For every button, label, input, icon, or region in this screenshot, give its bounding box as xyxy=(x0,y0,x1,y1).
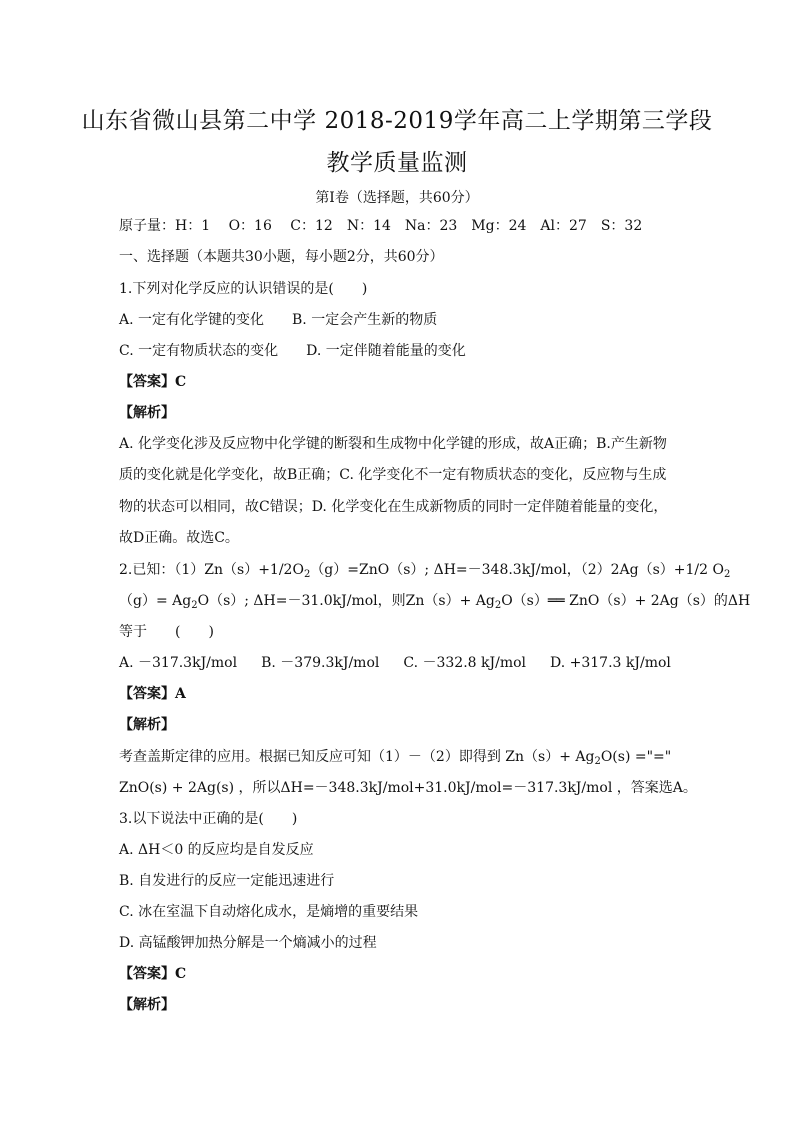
q2-option-a: A. －317.3kJ/mol xyxy=(119,655,238,671)
q2-stem-part: （g）=ZnO（s）; ΔH=－348.3kJ/mol，（2）2Ag（s）+1/2 O xyxy=(310,562,724,578)
q2-analysis-part: O(s) ="=" xyxy=(600,749,672,765)
section-heading: 一、选择题（本题共30小题，每小题2分，共60分） xyxy=(119,249,444,265)
q2-stem-part: 2.已知：（1）Zn（s）+1/2O xyxy=(119,562,304,578)
q1-option-c: C. 一定有物质状态的变化 xyxy=(119,343,279,359)
q2-option-b: B. －379.3kJ/mol xyxy=(261,655,380,671)
q1-analysis-label: 【解析】 xyxy=(119,405,175,421)
q3-option-b: B. 自发进行的反应一定能迅速进行 xyxy=(119,873,335,889)
q1-answer: 【答案】C xyxy=(119,374,187,390)
q2-analysis-part: 考查盖斯定律的应用。根据已知反应可知（1）－（2）即得到 Zn（s）+ Ag xyxy=(119,749,595,765)
q1-options-cd xyxy=(119,341,466,361)
q1-analysis-line3: 物的状态可以相同，故C错误；D. 化学变化在生成新物质的同时一定伴随着能量的变化， xyxy=(119,499,668,515)
q2-stem-line2 xyxy=(119,591,750,611)
q2-answer: 【答案】A xyxy=(119,686,186,702)
subscript: 2 xyxy=(723,569,731,580)
exam-title-line1: 山东省微山县第二中学 2018-2019学年高二上学期第三学段 xyxy=(81,108,713,134)
q1-analysis-line2: 质的变化就是化学变化，故B正确；C. 化学变化不一定有物质状态的变化，反应物与生成 xyxy=(119,467,667,483)
subscript: 2 xyxy=(303,569,311,580)
atomic-mass-line: 原子量：H：1 O：16 C：12 N：14 Na：23 Mg：24 Al：27 S：32 xyxy=(119,218,643,234)
q1-options-ab xyxy=(119,310,437,330)
q2-option-c: C. －332.8 kJ/mol xyxy=(403,655,526,671)
q1-stem: 1.下列对化学反应的认识错误的是( ) xyxy=(119,281,368,297)
q2-stem-part: O（s）══ ZnO（s）+ 2Ag（s）的ΔH xyxy=(501,593,751,609)
q3-option-d: D. 高锰酸钾加热分解是一个熵减小的过程 xyxy=(119,935,377,951)
q2-options xyxy=(119,653,671,673)
q3-option-a: A. ΔH＜0 的反应均是自发反应 xyxy=(119,842,314,858)
q3-analysis-label: 【解析】 xyxy=(119,997,175,1013)
q1-analysis-line4: 故D正确。故选C。 xyxy=(119,530,239,546)
subscript: 2 xyxy=(494,600,502,611)
q1-analysis-line1: A. 化学变化涉及反应物中化学键的断裂和生成物中化学键的形成，故A正确；B.产生新物 xyxy=(119,436,667,452)
q1-option-d: D. 一定伴随着能量的变化 xyxy=(306,343,466,359)
q2-analysis-label: 【解析】 xyxy=(119,717,175,733)
exam-subtitle: 第Ⅰ卷（选择题，共60分） xyxy=(315,190,479,206)
q3-option-c: C. 冰在室温下自动熔化成水，是熵增的重要结果 xyxy=(119,904,419,920)
q2-option-d: D. +317.3 kJ/mol xyxy=(550,655,671,671)
q3-answer: 【答案】C xyxy=(119,966,187,982)
q2-analysis-line1 xyxy=(119,747,671,767)
q1-option-b: B. 一定会产生新的物质 xyxy=(292,312,438,328)
subscript: 2 xyxy=(191,600,198,611)
q2-stem-line1 xyxy=(119,560,730,580)
q3-stem: 3.以下说法中正确的是( ) xyxy=(119,811,298,827)
subscript: 2 xyxy=(594,756,601,767)
q1-option-a: A. 一定有化学键的变化 xyxy=(119,312,265,328)
q2-stem-part: O（s）; ΔH=－31.0kJ/mol，则Zn（s）+ Ag xyxy=(197,593,495,609)
q2-analysis-line2: ZnO(s) + 2Ag(s) ，所以ΔH=－348.3kJ/mol+31.0kJ/mol=－317.3kJ/mol ，答案选A。 xyxy=(119,780,697,796)
q2-stem-line3: 等于 ( ) xyxy=(119,624,214,640)
q2-stem-part: （g）= Ag xyxy=(119,593,192,609)
exam-title-line2: 教学质量监测 xyxy=(326,150,468,176)
